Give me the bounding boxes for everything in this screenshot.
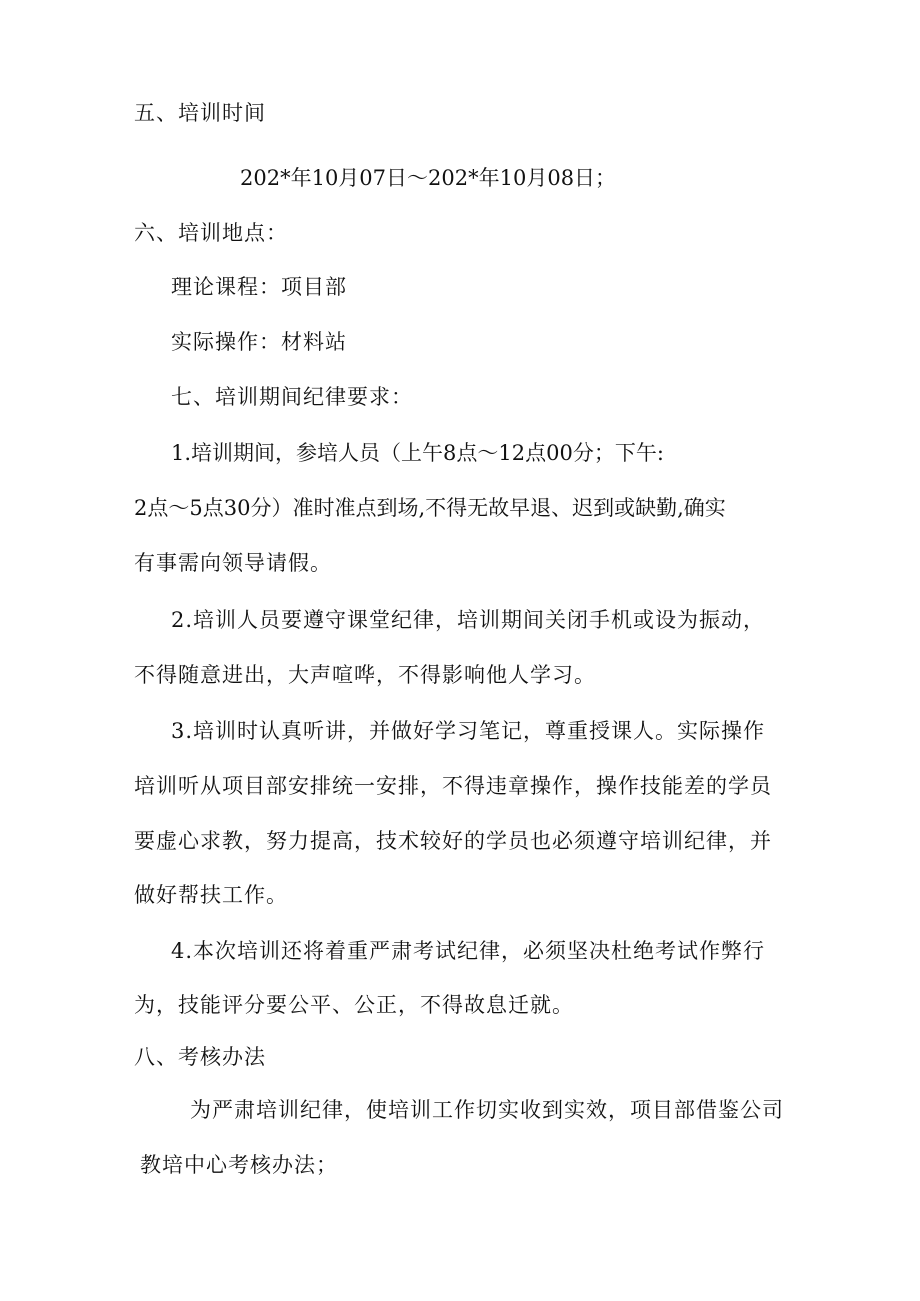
location-practice: 实际操作：材料站 <box>171 330 347 354</box>
section-heading-training-location: 六、培训地点： <box>134 221 288 245</box>
rule-3-line-2: 培训听从项目部安排统一安排，不得违章操作，操作技能差的学员 <box>134 774 772 798</box>
section-heading-training-time: 五、培训时间 <box>134 101 266 125</box>
rule-2-line-2: 不得随意进出，大声喧哗，不得影响他人学习。 <box>134 663 596 687</box>
section-heading-assessment: 八、考核办法 <box>134 1045 266 1069</box>
rule-4-line-2: 为，技能评分要公平、公正，不得故息迁就。 <box>134 993 574 1017</box>
assessment-line-2: 教培中心考核办法； <box>140 1153 338 1177</box>
rule-1-line-1: 1.培训期间，参培人员（上午8点～12点00分；下午: <box>171 441 664 465</box>
location-theory: 理论课程：项目部 <box>171 275 347 299</box>
rule-3-line-3: 要虚心求教，努力提高，技术较好的学员也必须遵守培训纪律，并 <box>134 829 772 853</box>
rule-2-line-1: 2.培训人员要遵守课堂纪律，培训期间关闭手机或设为振动， <box>171 608 766 632</box>
training-dates: 202*年10月07日～202*年10月08日； <box>240 166 617 190</box>
assessment-line-1: 为严肃培训纪律，使培训工作切实收到实效，项目部借鉴公司 <box>190 1098 784 1122</box>
rule-3-line-4: 做好帮扶工作。 <box>134 883 288 907</box>
rule-4-line-1: 4.本次培训还将着重严肃考试纪律，必须坚决杜绝考试作弊行 <box>171 939 766 963</box>
rule-3-line-1: 3.培训时认真听讲，并做好学习笔记，尊重授课人。实际操作 <box>171 719 766 743</box>
section-heading-discipline: 七、培训期间纪律要求： <box>171 385 413 409</box>
rule-1-line-3: 有事需向领导请假。 <box>134 551 332 575</box>
rule-1-line-2: 2点～5点30分）准时准点到场,不得无故早退、迟到或缺勤,确实 <box>134 496 726 520</box>
